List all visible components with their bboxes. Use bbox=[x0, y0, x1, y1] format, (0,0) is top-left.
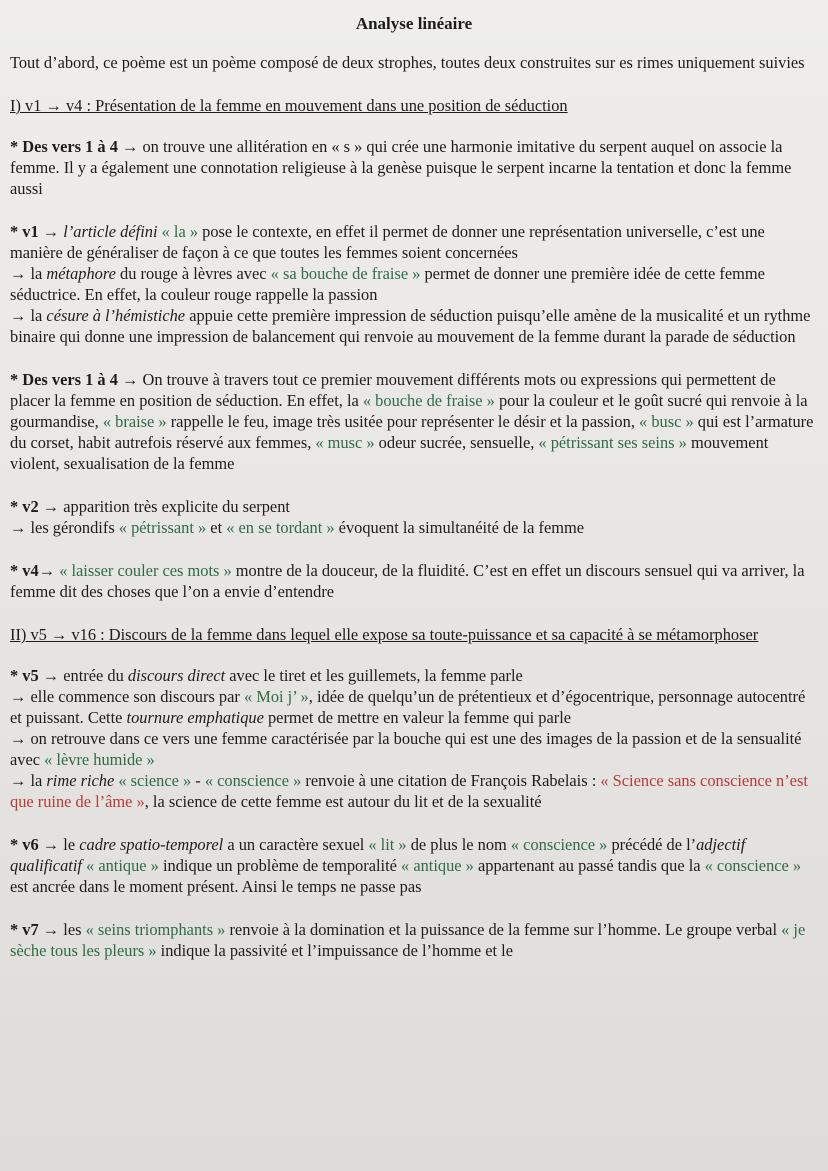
para-text: permet de mettre en valeur la femme qui parle bbox=[263, 708, 572, 727]
para-text: permet de donner une première idée de cette femme séductrice. En effet, la couleur rouge rappelle la passion bbox=[10, 264, 765, 304]
quote-green: « antique » bbox=[81, 856, 163, 875]
quote-green: « Moi j’ » bbox=[243, 687, 309, 706]
term: césure à l’hémistiche bbox=[46, 306, 186, 325]
section-heading-2: II) v5 → v16 : Discours de la femme dans lequel elle expose sa toute-puissance et sa capacité à se métamorphoser bbox=[10, 625, 759, 644]
arrow: → bbox=[38, 835, 64, 854]
para-text: évoquent la simultanéité de la femme bbox=[334, 518, 584, 537]
quote-green: « en se tordant » bbox=[226, 518, 335, 537]
quote-red: « Science sans conscience n’est que ruine de l’âme » bbox=[10, 771, 808, 811]
arrow: → bbox=[117, 370, 143, 389]
para-lead: * v2 bbox=[10, 497, 39, 516]
section-heading-1: I) v1 → v4 : Présentation de la femme en mouvement dans une position de séduction bbox=[10, 96, 568, 115]
quote-green: « conscience » bbox=[204, 771, 302, 790]
para-text: → la bbox=[10, 771, 47, 790]
para-text: précédé de l’ bbox=[607, 835, 697, 854]
intro-paragraph: Tout d’abord, ce poème est un poème composé de deux strophes, toutes deux construites sur es rimes uniquement suivies bbox=[10, 53, 805, 72]
para-text: apparition très explicite du serpent bbox=[63, 497, 290, 516]
term: adjectif qualificatif bbox=[10, 835, 746, 875]
para-text: avec le tiret et les guillemets, la femme parle bbox=[225, 666, 523, 685]
quote-green: « sa bouche de fraise » bbox=[270, 264, 421, 283]
para-text: du rouge à lèvres avec bbox=[115, 264, 271, 283]
para-text: mouvement violent, sexualisation de la femme bbox=[10, 433, 769, 473]
para-lead: * v5 bbox=[10, 666, 39, 685]
quote-green: « seins triomphants » bbox=[85, 920, 226, 939]
paragraph-vers-1-4-a bbox=[10, 136, 818, 199]
arrow: → bbox=[38, 497, 64, 516]
quote-green: « lit » bbox=[368, 835, 407, 854]
para-text: → elle commence son discours par bbox=[10, 687, 244, 706]
para-text: odeur sucrée, sensuelle, bbox=[374, 433, 539, 452]
para-text: entrée du bbox=[63, 666, 128, 685]
quote-green: « bouche de fraise » bbox=[362, 391, 495, 410]
quote-green: « busc » bbox=[639, 412, 694, 431]
para-lead: * Des vers 1 à 4 bbox=[10, 370, 118, 389]
arrow: → bbox=[38, 222, 64, 241]
para-text: indique la passivité et l’impuissance de l’homme et le bbox=[156, 941, 513, 960]
quote-green: « lèvre humide » bbox=[44, 750, 155, 769]
term: métaphore bbox=[46, 264, 116, 283]
term: l’article défini bbox=[63, 222, 158, 241]
paragraph-vers-1-4-b bbox=[10, 369, 818, 474]
quote-green: « braise » bbox=[102, 412, 167, 431]
quote-green: « conscience » bbox=[704, 856, 802, 875]
para-text: , idée de quelqu’un de prétentieux et d’égocentrique, personnage autocentré et puissant. Cette bbox=[10, 687, 806, 727]
term: cadre spatio-temporel bbox=[79, 835, 224, 854]
quote-green: « laisser couler ces mots » bbox=[59, 561, 232, 580]
paragraph-v1 bbox=[10, 221, 818, 347]
arrow: → bbox=[38, 920, 64, 939]
para-lead: * v6 bbox=[10, 835, 39, 854]
arrow: → bbox=[117, 137, 143, 156]
para-text: appuie cette première impression de séduction puisqu’elle amène de la musicalité et un rythme binaire qui donne une impression de balancement qui renvoie au mouvement de la femme durant la parade de séduction bbox=[10, 306, 811, 346]
para-text: appartenant au passé tandis que la bbox=[473, 856, 705, 875]
para-text: indique un problème de temporalité bbox=[162, 856, 402, 875]
quote-green: « je sèche tous les pleurs » bbox=[10, 920, 806, 960]
para-text: , la science de cette femme est autour du lit et de la sexualité bbox=[144, 792, 542, 811]
para-lead: * Des vers 1 à 4 bbox=[10, 137, 118, 156]
page-title: Analyse linéaire bbox=[355, 14, 473, 33]
para-text: rappelle le feu, image très usitée pour représenter le désir et la passion, bbox=[166, 412, 640, 431]
arrow: → bbox=[38, 561, 60, 580]
para-text: a un caractère sexuel bbox=[223, 835, 369, 854]
paragraph-v7 bbox=[10, 919, 818, 961]
para-text: et bbox=[206, 518, 227, 537]
paragraph-v5 bbox=[10, 665, 818, 812]
para-text: on trouve une allitération en « s » qui crée une harmonie imitative du serpent auquel on associe la femme. Il y a également une connotation religieuse à la genèse puisque le serpent incarne la tentation et donc la femme aussi bbox=[10, 137, 792, 198]
quote-green: « antique » bbox=[401, 856, 474, 875]
para-text: montre de la douceur, de la fluidité. C’est en effet un discours sensuel qui va arriver, la femme dit des choses que l’on a envie d’entendre bbox=[10, 561, 805, 601]
para-text: pour la couleur et le goût sucré qui renvoie à la gourmandise, bbox=[10, 391, 808, 431]
term: tournure emphatique bbox=[126, 708, 264, 727]
arrow: → bbox=[38, 666, 64, 685]
paragraph-v6 bbox=[10, 834, 818, 897]
quote-green: « science » bbox=[114, 771, 196, 790]
para-lead: * v1 bbox=[10, 222, 39, 241]
para-text: → la bbox=[10, 264, 47, 283]
quote-green: « pétrissant » bbox=[118, 518, 207, 537]
para-lead: * v7 bbox=[10, 920, 39, 939]
paragraph-v4 bbox=[10, 560, 818, 602]
para-text: les bbox=[63, 920, 86, 939]
para-text: On trouve à travers tout ce premier mouvement différents mots ou expressions qui permettent de placer la femme en position de séduction. En effet, la bbox=[10, 370, 776, 410]
para-text: renvoie à une citation de François Rabelais : bbox=[301, 771, 601, 790]
paragraph-v2 bbox=[10, 496, 818, 538]
para-text: → on retrouve dans ce vers une femme caractérisée par la bouche qui est une des images de la passion et de la sensualité avec bbox=[10, 729, 802, 769]
term: discours direct bbox=[127, 666, 226, 685]
para-lead: * v4 bbox=[10, 561, 39, 580]
para-text: pose le contexte, en effet il permet de donner une représentation universelle, c’est une manière de généraliser de façon à ce que toutes les femmes soient concernées bbox=[10, 222, 765, 262]
para-text: le bbox=[63, 835, 80, 854]
para-text: est ancrée dans le moment présent. Ainsi le temps ne passe pas bbox=[10, 877, 422, 896]
para-text: renvoie à la domination et la puissance de la femme sur l’homme. Le groupe verbal bbox=[225, 920, 782, 939]
quote-green: « la » bbox=[157, 222, 203, 241]
para-text: qui est l’armature du corset, habit autrefois réservé aux femmes, bbox=[10, 412, 814, 452]
term: rime riche bbox=[46, 771, 115, 790]
quote-green: « musc » bbox=[315, 433, 375, 452]
para-text: de plus le nom bbox=[406, 835, 511, 854]
quote-green: « conscience » bbox=[510, 835, 608, 854]
para-text: - bbox=[195, 771, 205, 790]
quote-green: « pétrissant ses seins » bbox=[538, 433, 687, 452]
para-text: → la bbox=[10, 306, 47, 325]
para-text: → les gérondifs bbox=[10, 518, 119, 537]
